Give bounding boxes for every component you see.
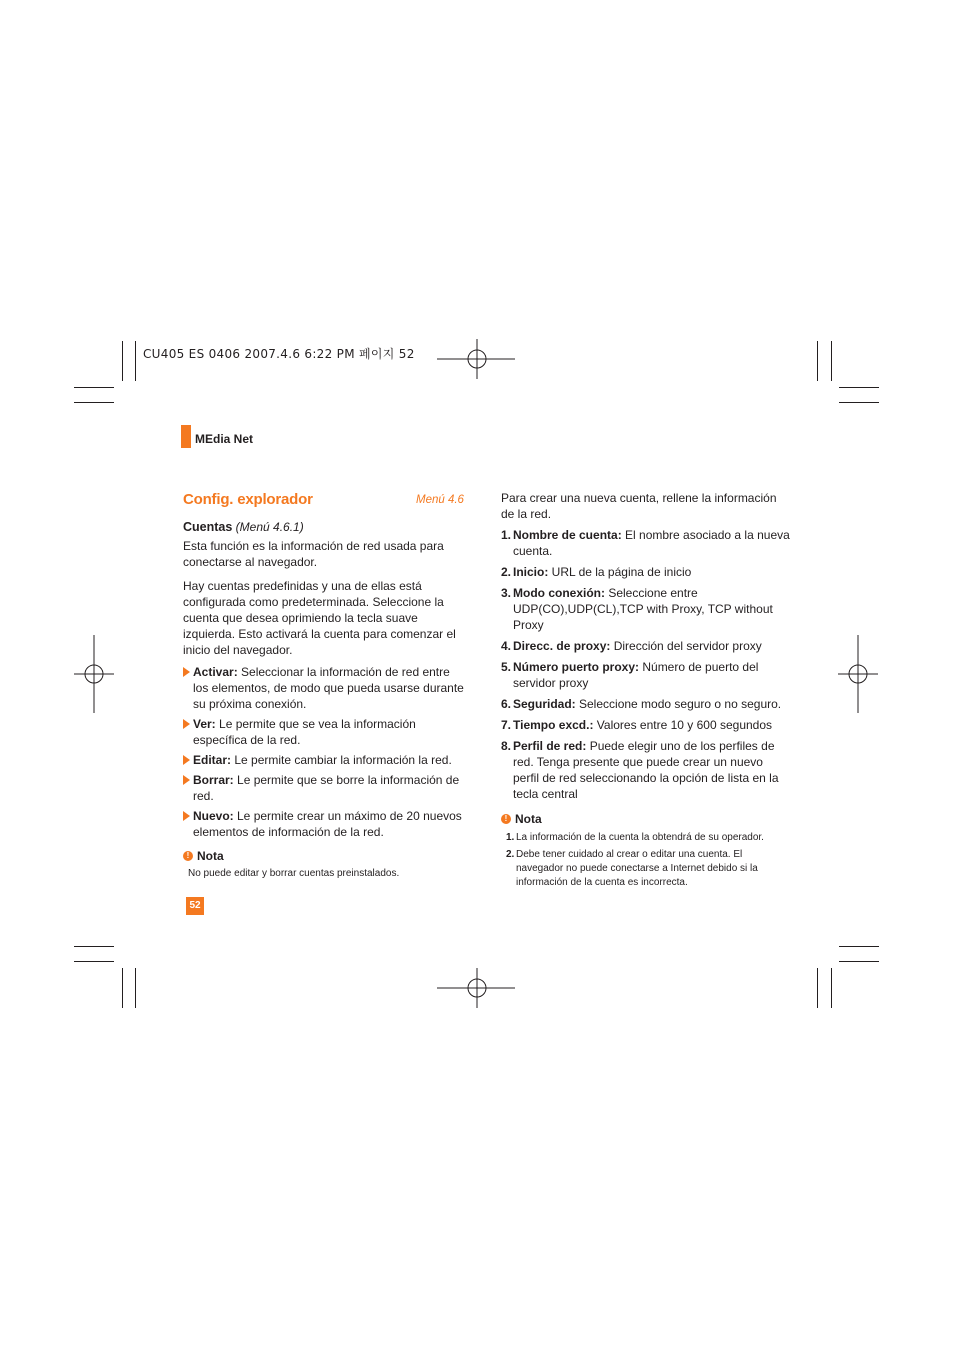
list-text: El nombre asociado a la nueva cuenta.: [513, 528, 790, 558]
paragraph: Esta función es la información de red usada para conectarse al navegador.: [183, 539, 444, 569]
list-text: Seleccione modo seguro o no seguro.: [575, 697, 782, 711]
registration-mark-icon: [437, 968, 517, 1008]
list-number: 2.: [501, 565, 512, 579]
crop-mark: [74, 961, 114, 962]
list-text: Puede elegir uno de los perfiles de red. Tenga presente que puede crear un nuevo perfil de red seleccionando la opción de lista en la tecla central: [513, 739, 779, 801]
note-item: [506, 848, 791, 890]
crop-mark: [122, 968, 123, 1008]
crop-mark: [74, 387, 114, 388]
list-text: Número de puerto del servidor proxy: [513, 660, 759, 690]
bullet-item: [183, 772, 468, 804]
crop-mark: [122, 341, 123, 381]
crop-mark: [831, 341, 832, 381]
subheading-ref: (Menú 4.6.1): [235, 520, 304, 534]
list-item: [501, 564, 791, 580]
list-number: 4.: [501, 639, 512, 653]
list-term: Tiempo excd.:: [513, 718, 594, 732]
page-title: Config. explorador: [183, 491, 313, 508]
list-term: Inicio:: [513, 565, 549, 579]
section-label: MEdia Net: [195, 432, 254, 446]
crop-mark: [74, 402, 114, 403]
list-item: [501, 585, 791, 633]
crop-mark: [839, 387, 879, 388]
arrow-bullet-icon: [183, 667, 190, 677]
crop-mark: [839, 946, 879, 947]
crop-mark: [831, 968, 832, 1008]
note-text: Debe tener cuidado al crear o editar una cuenta. El navegador no puede conectarse a Internet debido si la información de la cuenta es incorrecta.: [516, 849, 758, 888]
exclamation-icon: !: [501, 814, 511, 824]
bullet-item: [183, 664, 468, 712]
arrow-bullet-icon: [183, 775, 190, 785]
list-item: [501, 659, 791, 691]
bullet-term: Activar:: [193, 665, 238, 679]
bullet-term: Nuevo:: [193, 809, 234, 823]
subheading: Cuentas: [183, 520, 233, 534]
page-number: 52: [186, 897, 204, 915]
section-marker: [181, 425, 191, 448]
note-number: 1.: [506, 832, 515, 843]
note-text: No puede editar y borrar cuentas preinstalados.: [188, 868, 400, 879]
bullet-text: Le permite cambiar la información la red.: [231, 753, 452, 767]
note-title: Nota: [197, 849, 224, 863]
registration-mark-icon: [74, 635, 116, 713]
list-item: [501, 696, 791, 712]
list-item: [501, 717, 791, 733]
bullet-term: Borrar:: [193, 773, 234, 787]
registration-mark-icon: [838, 635, 880, 713]
bullet-item: [183, 752, 468, 768]
note-heading: [501, 811, 791, 827]
list-number: 5.: [501, 660, 512, 674]
list-item: [501, 638, 791, 654]
list-text: Dirección del servidor proxy: [610, 639, 762, 653]
list-number: 3.: [501, 586, 512, 600]
note-number: 2.: [506, 849, 515, 860]
list-text: URL de la página de inicio: [548, 565, 692, 579]
exclamation-icon: !: [183, 851, 193, 861]
bullet-text: Le permite que se vea la información específica de la red.: [193, 717, 416, 747]
right-column: [501, 490, 791, 890]
crop-mark: [839, 402, 879, 403]
print-header: CU405 ES 0406 2007.4.6 6:22 PM 페이지 52: [143, 347, 415, 361]
registration-mark-icon: [437, 339, 517, 379]
note-heading: [183, 848, 468, 864]
list-term: Perfil de red:: [513, 739, 587, 753]
crop-mark: [839, 961, 879, 962]
note-text: La información de la cuenta la obtendrá de su operador.: [516, 832, 764, 843]
note-item: [506, 831, 791, 845]
list-number: 8.: [501, 739, 512, 753]
menu-reference: Menú 4.6: [416, 494, 464, 506]
list-text: Seleccione entre UDP(CO),UDP(CL),TCP with Proxy, TCP without Proxy: [513, 586, 773, 632]
paragraph: Hay cuentas predefinidas y una de ellas está configurada como predeterminada. Seleccione la cuenta que desea oprimiendo la tecla suave izquierda. Esto activará la cuenta para comenzar el inicio del navegador.: [183, 579, 456, 657]
crop-mark: [817, 968, 818, 1008]
crop-mark: [135, 968, 136, 1008]
bullet-term: Ver:: [193, 717, 216, 731]
list-term: Modo conexión:: [513, 586, 605, 600]
note-title: Nota: [515, 812, 542, 826]
bullet-text: Le permite que se borre la información de red.: [193, 773, 460, 803]
list-term: Nombre de cuenta:: [513, 528, 622, 542]
list-number: 6.: [501, 697, 512, 711]
crop-mark: [817, 341, 818, 381]
list-term: Direcc. de proxy:: [513, 639, 611, 653]
arrow-bullet-icon: [183, 811, 190, 821]
crop-mark: [74, 946, 114, 947]
list-term: Seguridad:: [513, 697, 576, 711]
left-column: [183, 519, 468, 881]
bullet-text: Le permite crear un máximo de 20 nuevos elementos de información de la red.: [193, 809, 462, 839]
arrow-bullet-icon: [183, 719, 190, 729]
list-number: 7.: [501, 718, 512, 732]
list-item: [501, 738, 791, 802]
paragraph: Para crear una nueva cuenta, rellene la información de la red.: [501, 491, 777, 521]
crop-mark: [135, 341, 136, 381]
arrow-bullet-icon: [183, 755, 190, 765]
bullet-text: Seleccionar la información de red entre los elementos, de modo que pueda usarse durante su próxima conexión.: [193, 665, 464, 711]
list-text: Valores entre 10 y 600 segundos: [593, 718, 773, 732]
list-term: Número puerto proxy:: [513, 660, 640, 674]
list-number: 1.: [501, 528, 512, 542]
bullet-item: [183, 716, 468, 748]
list-item: [501, 527, 791, 559]
bullet-term: Editar:: [193, 753, 232, 767]
bullet-item: [183, 808, 468, 840]
